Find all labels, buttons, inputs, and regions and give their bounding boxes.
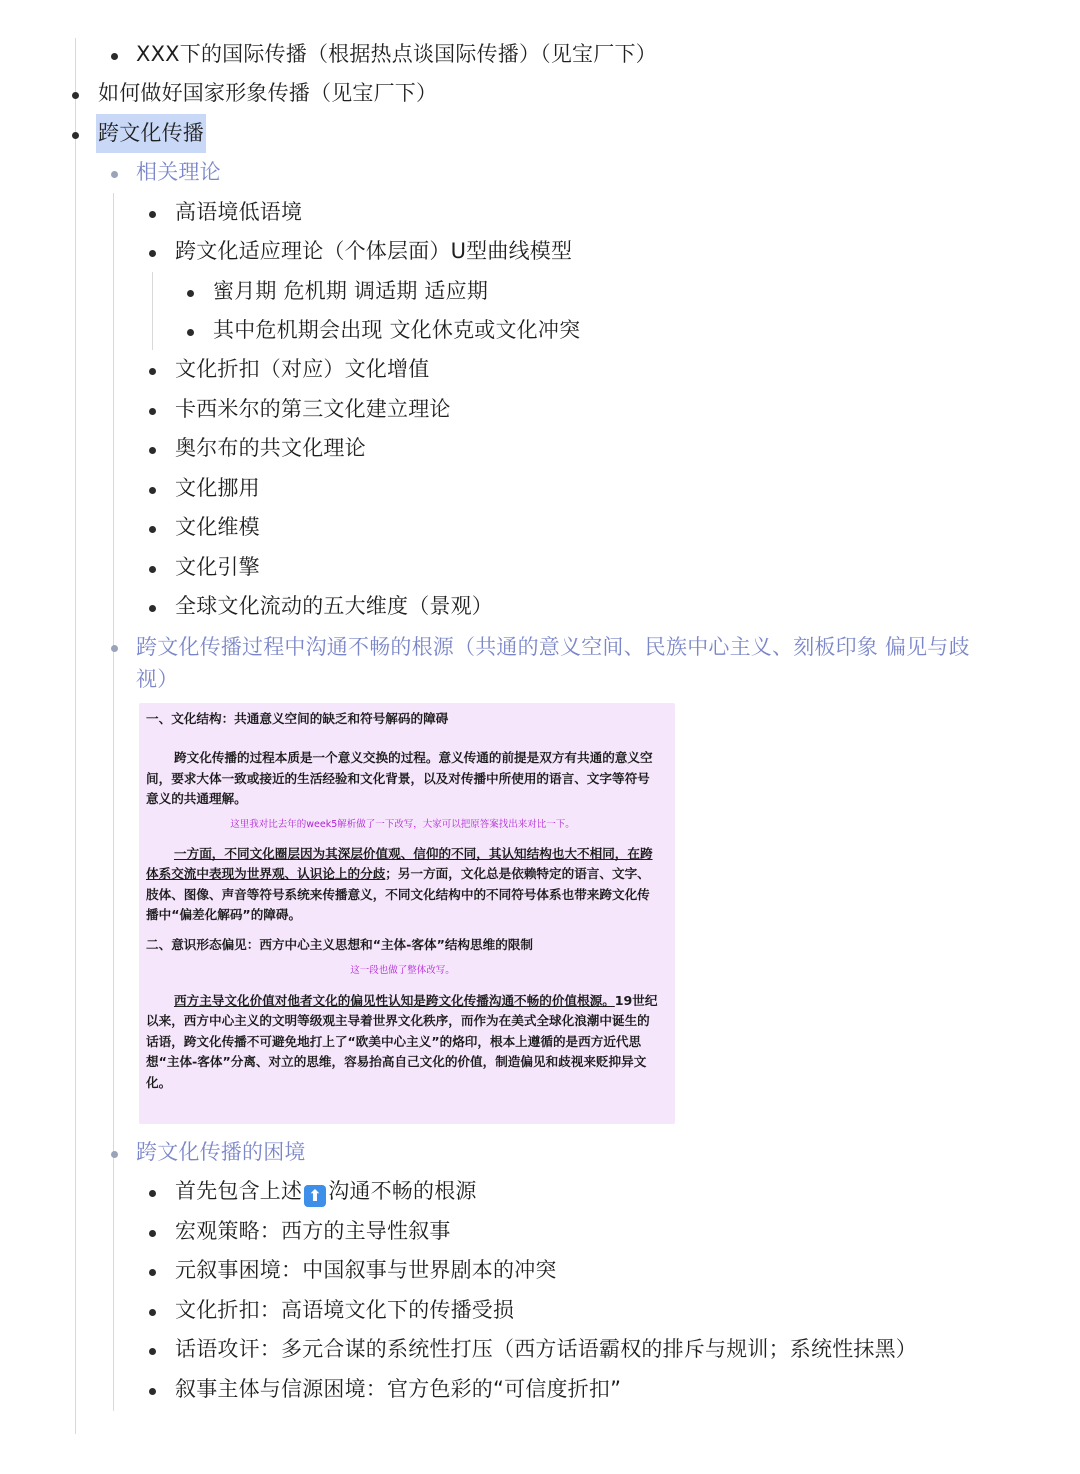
bullet-icon <box>149 1230 156 1237</box>
list-item <box>0 1370 1080 1409</box>
list-item-label: 文化引擎 <box>175 555 260 579</box>
list-item-label: 卡西米尔的第三文化建立理论 <box>175 397 451 421</box>
bullet-icon <box>149 526 156 533</box>
list-item-label: 文化挪用 <box>175 476 260 500</box>
note-underlined-text: 一方面，不同文化圈层因为其深层价值观、信仰的不同，其认知结构也大不相同，在跨体系交流中表现为世界观、认识论上的分歧 <box>146 845 653 881</box>
barrier-roots-link[interactable]: 跨文化传播过程中沟通不畅的根源（共通的意义空间、民族中心主义、刻板印象 偏见与歧视） <box>136 635 970 691</box>
list-item-label: 文化折扣：高语境文化下的传播受损 <box>175 1298 515 1322</box>
list-item <box>0 390 1080 429</box>
list-item <box>0 350 1080 389</box>
list-item <box>0 1212 1080 1251</box>
list-item <box>0 429 1080 468</box>
list-item <box>0 508 1080 547</box>
bullet-icon <box>149 408 156 415</box>
list-item-label: XXX下的国际传播（根据热点谈国际传播）（见宝厂下） <box>136 42 657 66</box>
list-item-label: 其中危机期会出现 文化休克或文化冲突 <box>213 318 581 342</box>
list-item-cross-cultural <box>0 114 1080 153</box>
bullet-icon <box>187 329 194 336</box>
list-item-label: 文化折扣（对应）文化增值 <box>175 357 430 381</box>
list-item-barrier-roots <box>0 627 1080 693</box>
note-paragraph-1: 跨文化传播的过程本质是一个意义交换的过程。意义传通的前提是双方有共通的意义空间，要求大体一致或接近的生活经验和文化背景，以及对传播中所使用的语言、文字等符号意义的共通理解。 <box>146 750 653 806</box>
note-text: ；另一方面，文化总是依赖特定的语言、文字、肢体、图像、声音等符号系统来传播意义，不同文化结构中的不同符号体系也带来跨文化传播中“偏差化解码”的障碍。 <box>146 866 650 922</box>
note-remark-2: 这一段也做了整体改写。 <box>350 964 455 976</box>
bullet-icon <box>111 53 118 60</box>
bullet-icon <box>149 1309 156 1316</box>
note-remark-1: 这里我对比去年的week5解析做了一下改写，大家可以把原答案找出来对比一下。 <box>230 818 575 830</box>
note-text: 19世纪以来，西方中心主义的文明等级观主导着世界文化秩序，而作为在美式全球化浪潮中诞生的话语，跨文化传播不可避免地打上了“欧美中心主义”的烙印，根本上遵循的是西方近代思想“主体-客体”分离、对立的思维，容易抬高自己文化的价值，制造偏见和歧视来贬抑异文化。 <box>146 992 658 1090</box>
bullet-icon <box>72 132 79 139</box>
bullet-icon <box>111 171 118 178</box>
list-item-label <box>175 1172 477 1211</box>
bullet-icon <box>111 1151 118 1158</box>
list-item <box>0 587 1080 626</box>
list-item-label: 文化维模 <box>175 515 260 539</box>
list-item-label: 跨文化适应理论（个体层面）U型曲线模型 <box>175 239 573 263</box>
list-item <box>0 232 1080 271</box>
list-item-text: 沟通不畅的根源 <box>328 1179 477 1203</box>
bullet-icon <box>111 645 118 652</box>
bullet-icon <box>149 1269 156 1276</box>
list-item-label: 蜜月期 危机期 调适期 适应期 <box>213 279 489 303</box>
list-item-label: 宏观策略：西方的主导性叙事 <box>175 1219 451 1243</box>
bullet-icon <box>149 605 156 612</box>
list-item-text: 首先包含上述 <box>175 1179 303 1203</box>
note-paragraph-3 <box>146 991 659 1094</box>
list-item-label: 奥尔布的共文化理论 <box>175 436 366 460</box>
bullet-icon <box>149 211 156 218</box>
list-item-label: 如何做好国家形象传播（见宝厂下） <box>98 81 438 105</box>
list-item <box>0 548 1080 587</box>
bullet-icon <box>149 368 156 375</box>
list-item <box>0 74 1080 113</box>
list-item-label: 元叙事困境：中国叙事与世界剧本的冲突 <box>175 1258 557 1282</box>
list-item <box>0 311 1080 350</box>
list-item <box>0 1291 1080 1330</box>
list-item <box>0 1172 1080 1211</box>
bullet-icon <box>149 1348 156 1355</box>
list-item <box>0 193 1080 232</box>
arrow-up-icon: ⬆ <box>304 1185 326 1207</box>
note-paragraph-2 <box>146 844 659 926</box>
list-item-label: 叙事主体与信源困境：官方色彩的“可信度折扣” <box>175 1377 622 1401</box>
dilemma-link[interactable]: 跨文化传播的困境 <box>136 1140 306 1164</box>
bullet-icon <box>149 566 156 573</box>
list-item <box>0 35 1080 74</box>
list-item <box>0 469 1080 508</box>
bullet-icon <box>149 1388 156 1395</box>
bullet-icon <box>149 1190 156 1197</box>
bullet-icon <box>72 92 79 99</box>
bullet-icon <box>149 250 156 257</box>
list-item-label-highlighted[interactable]: 跨文化传播 <box>96 114 206 153</box>
bullet-icon <box>187 290 194 297</box>
list-item-related-theory <box>0 153 1080 192</box>
note-heading-1: 一、文化结构：共通意义空间的缺乏和符号解码的障碍 <box>146 711 449 726</box>
list-item <box>0 272 1080 311</box>
bullet-icon <box>149 487 156 494</box>
list-item <box>0 1330 1080 1369</box>
list-item-label: 全球文化流动的五大维度（景观） <box>175 594 493 618</box>
list-item-label: 高语境低语境 <box>175 200 303 224</box>
list-item <box>0 1251 1080 1290</box>
note-underlined-text: 西方主导文化价值对他者文化的偏见性认知是跨文化传播沟通不畅的价值根源。 <box>174 992 615 1008</box>
list-item-dilemma <box>0 1133 1080 1172</box>
bullet-icon <box>149 447 156 454</box>
list-item-label: 话语攻讦：多元合谋的系统性打压（西方话语霸权的排斥与规训；系统性抹黑） <box>175 1337 917 1361</box>
related-theory-link[interactable]: 相关理论 <box>136 160 221 184</box>
note-heading-2: 二、意识形态偏见：西方中心主义思想和“主体-客体”结构思维的限制 <box>146 936 533 952</box>
embedded-note-image <box>139 703 675 1124</box>
